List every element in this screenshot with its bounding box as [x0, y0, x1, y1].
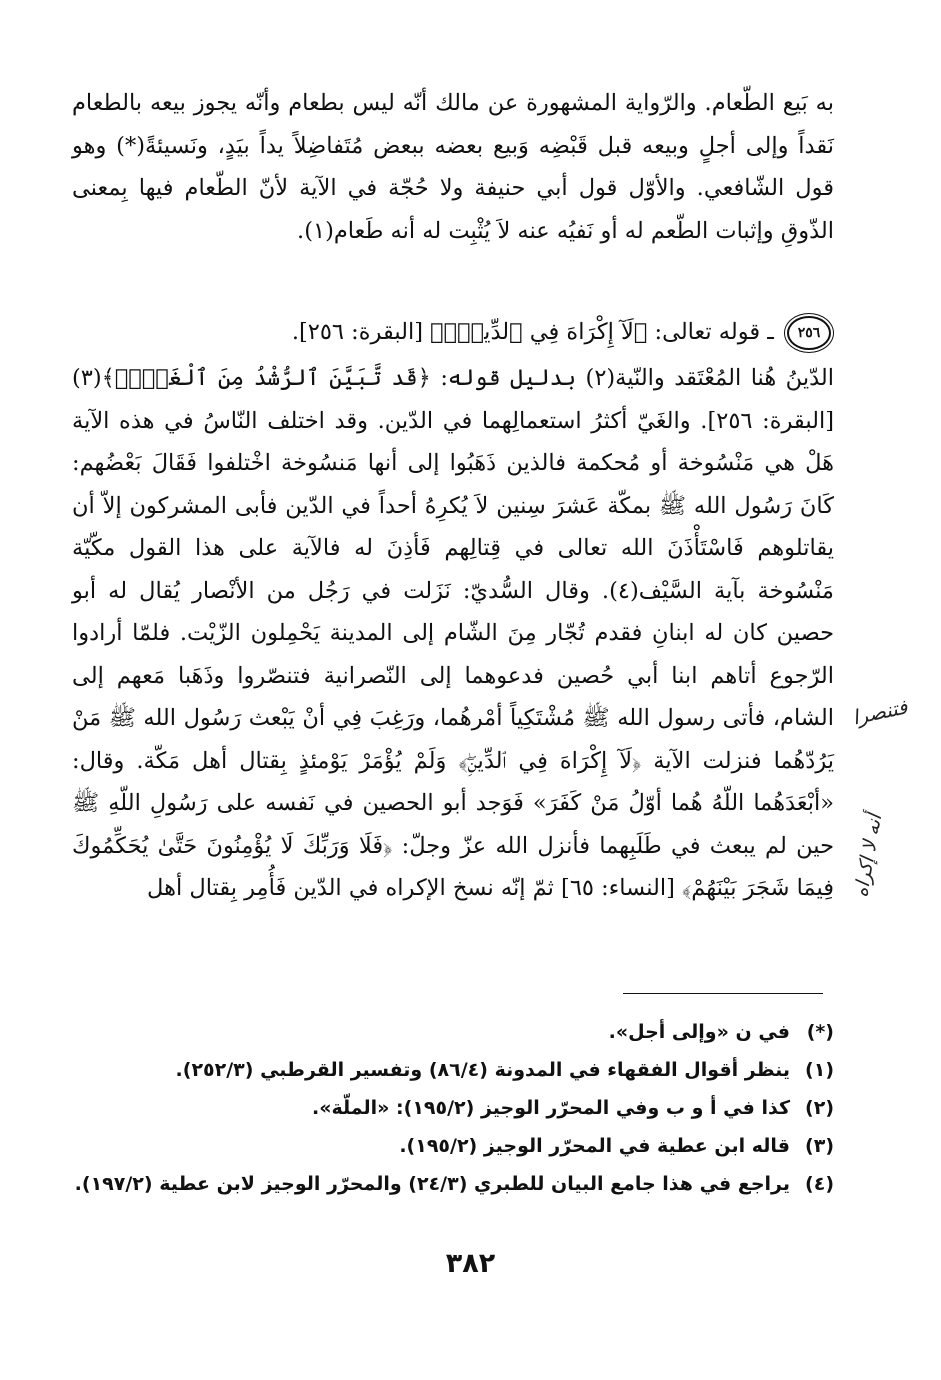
footnote-mark: (٣) — [805, 1135, 834, 1157]
paragraph-1: به بَيع الطّعام. والرّواية المشهورة عن مالك أنّه ليس بطعام وأنّه يجوز بيعه بالطعام نَقداً وإلى أجلٍ وبيعه قبل قَبْضِه وَبيع بعضه ببعض مُتَفاضِلاً يداً بيَدٍ، ونَسيئةً(*) وهو قول الشّافعي. والأوّل قول أبي حنيفة ولا حُجّة في الآية لأنّ الطّعام فيها بِمعنى الذّوقِ وإثبات الطّعم له أو نَفيُه عنه لاَ يُثْبِت له أنه طَعام(١). — [72, 90, 834, 244]
footnote-4 — [72, 1165, 834, 1203]
verse-heading — [131, 312, 831, 352]
handwritten-margin-note: فتنصرا — [850, 694, 910, 730]
footnote-mark: (٢) — [805, 1097, 834, 1119]
footnote-text: ينظر أقوال الفقهاء في المدونة (٨٦/٤) وتفسير القرطبي (٢٥٢/٣). — [175, 1059, 790, 1081]
footnote-star — [72, 1013, 834, 1051]
footnote-mark: (١) — [805, 1059, 834, 1081]
handwritten-margin-note: أنه لا إكراه — [850, 812, 887, 899]
footnote-mark: (٤) — [805, 1173, 834, 1195]
footnote-text: يراجع في هذا جامع البيان للطبري (٢٤/٣) والمحرّر الوجيز لابن عطية (١٩٧/٢). — [74, 1173, 790, 1195]
page-number: ٣٨٢ — [445, 1248, 496, 1279]
footnote-text: في ن «وإلى أجل». — [608, 1021, 790, 1043]
verse-number-badge: ٢٥٦ — [787, 316, 831, 350]
footnote-text: كذا في أ و ب وفي المحرّر الوجيز (١٩٥/٢): «الملّة». — [311, 1097, 790, 1119]
footnote-mark: (*) — [806, 1021, 834, 1043]
footnotes — [72, 1013, 834, 1203]
footnote-separator — [623, 993, 823, 994]
verse-heading-text: ـ قوله تعالى: ﴿لَآ إِكْرَاهَ فِي ٱلدِّينِۖ﴾ [البقرة: ٢٥٦]. — [291, 319, 774, 345]
footnote-1 — [72, 1051, 834, 1089]
footnote-text: قاله ابن عطية في المحرّر الوجيز (١٩٥/٢). — [399, 1135, 790, 1157]
footnote-2 — [72, 1089, 834, 1127]
footnote-3 — [72, 1127, 834, 1165]
paragraph-2: الدّينُ هُنا المُعْتَقد والنّية(٢) بدليل قوله: ﴿قَد تَّبَيَّنَ ٱلرُّشْدُ مِنَ ٱلْغَيِّۚ﴾(٣) [البقرة: ٢٥٦]. والغَيّ أكثرُ استعمالِهما في الدّين. وقد اختلف النّاسُ في هذه الآية هَلْ هي مَنْسُوخة أو مُحكمة فالذين ذَهَبُوا إلى أنها مَنسُوخة اخْتلفوا فَقَالَ بَعْضُهم: كَانَ رَسُول الله ﷺ بمكّة عَشرَ سِنين لاَ يُكرِهُ أحداً في الدّين فأبى المشركون إلاّ أن يقاتلوهم فَاسْتَأْذَنَ الله تعالى في قِتالِهم فَأذِنَ له فالآية على هذا القول مكّيّة مَنْسُوخة بآية السَّيْف(٤). وقال السُّديّ: نَزَلت في رَجُل من الأنْصار يُقال له أبو حصين كان له ابنانِ فقدم تُجّار مِنَ الشّام إلى المدينة يَحْمِلون الزّيْت. فلمّا أرادوا الرّجوع أتاهم ابنا أبي حُصين فدعوهما إلى النّصرانية فتنصّروا وذَهَبا مَعهم إلى الشام، فأتى رسول الله ﷺ مُشْتَكِياً أمْرهُما، ورَغِبَ فِي أنْ يَبْعث رَسُول الله ﷺ مَنْ يَرُدّهُما فنزلت الآية ﴿لَآ إِكْرَاهَ فِي ٱلدِّينِۖ﴾ وَلَمْ يُؤْمَرْ يَوْمئذٍ بِقتال أهل مَكّة. وقال: «أبْعَدَهُما اللّهُ هُما أوّلُ مَنْ كَفَرَ» فَوَجد أبو الحصين في نَفسه على رَسُولِ اللّهِ ﷺ حين لم يبعث في طَلَبِهما فأنزل الله عزّ وجلّ: ﴿فَلَا وَرَبِّكَ لَا يُؤْمِنُونَ حَتَّىٰ يُحَكِّمُوكَ فِيمَا شَجَرَ بَيْنَهُمْ﴾ [النساء: ٦٥] ثمّ إنّه نسخ الإكراه في الدّين فَأُمِر بِقتال أهل — [72, 365, 834, 901]
